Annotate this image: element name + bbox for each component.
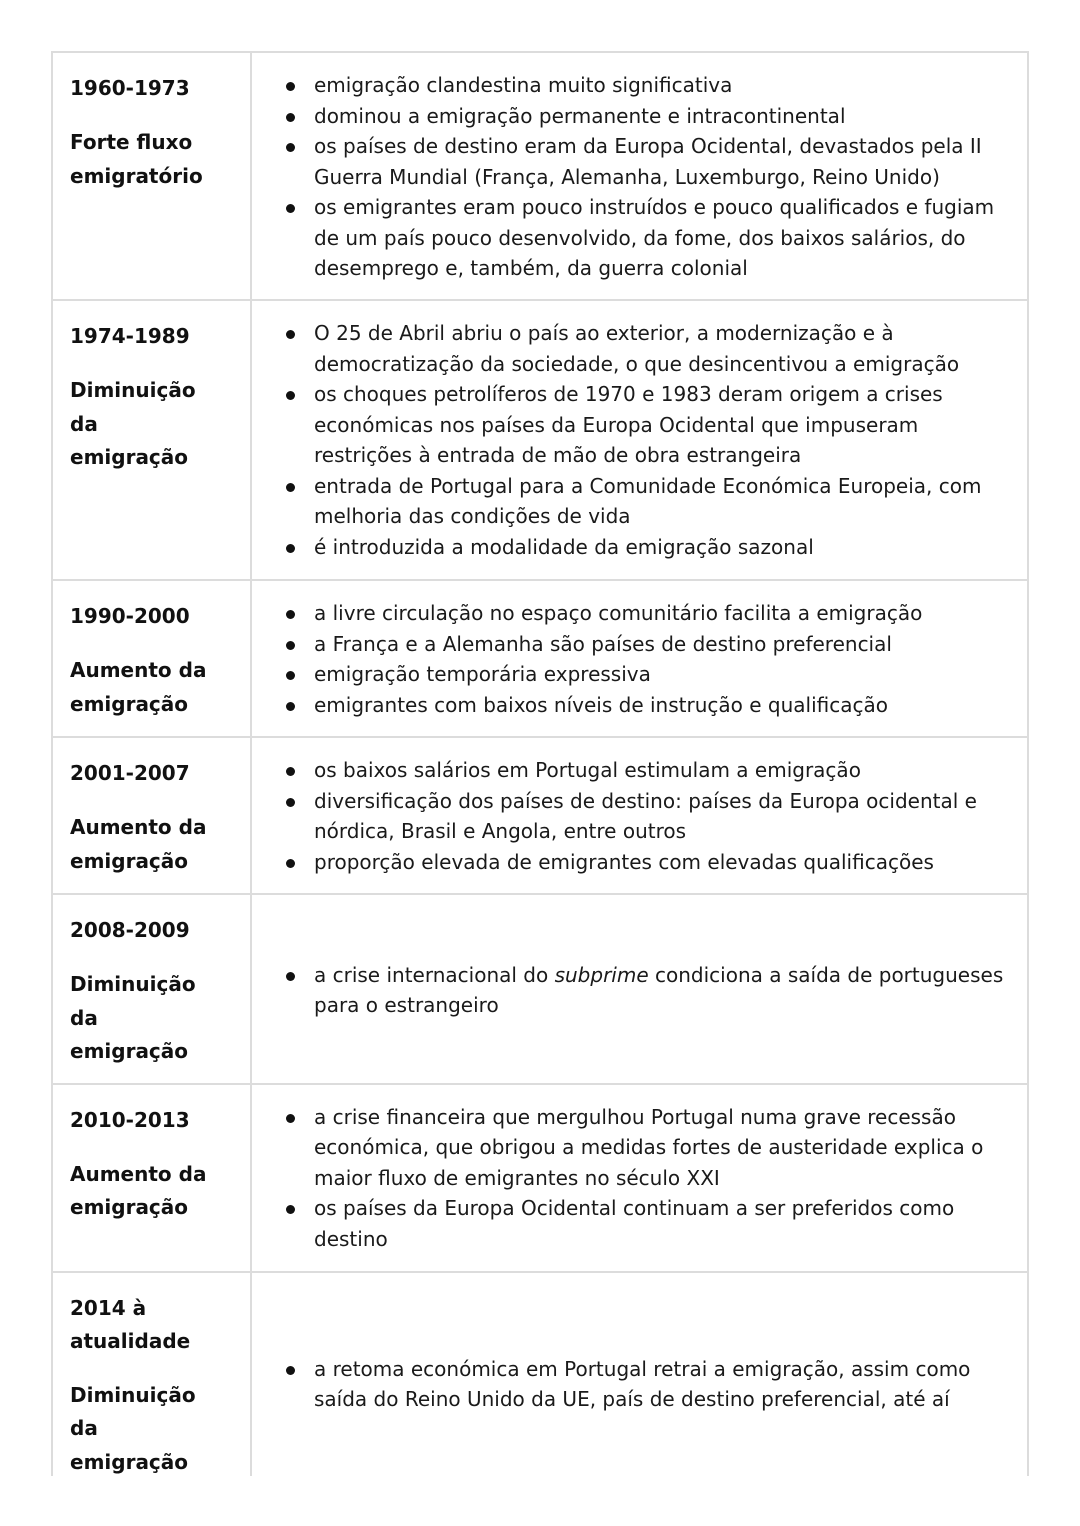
bullet-icon xyxy=(286,972,295,981)
table-row xyxy=(52,1084,1028,1272)
period-cell xyxy=(52,1084,251,1272)
list-item xyxy=(282,960,1007,1021)
bullet-list xyxy=(282,960,1007,1021)
list-item xyxy=(282,786,1007,847)
table-row xyxy=(52,300,1028,580)
period-trend: Diminuição da emigração xyxy=(70,972,196,1063)
period-trend: Aumento da emigração xyxy=(70,815,207,873)
list-item-text: emigração clandestina muito significativa xyxy=(314,73,733,97)
list-item xyxy=(282,1193,1007,1254)
period-cell xyxy=(52,52,251,300)
list-item xyxy=(282,101,1007,132)
list-item xyxy=(282,598,1007,629)
list-item xyxy=(282,192,1007,284)
period-cell xyxy=(52,737,251,894)
list-item-text: emigração temporária expressiva xyxy=(314,662,651,686)
period-years: 2001-2007 xyxy=(70,761,190,785)
period-years: 1990-2000 xyxy=(70,604,190,628)
period-cell xyxy=(52,1272,251,1477)
details-cell xyxy=(251,737,1028,894)
table-row xyxy=(52,580,1028,737)
bullet-icon xyxy=(286,204,295,213)
period-years: 2014 à atualidade xyxy=(70,1295,191,1353)
list-item-text: a França e a Alemanha são países de destino preferencial xyxy=(314,631,892,656)
bullet-icon xyxy=(286,82,295,91)
bullet-icon xyxy=(286,544,295,553)
table-row xyxy=(52,737,1028,894)
table-row xyxy=(52,52,1028,300)
list-item-text: dominou a emigração permanente e intracontinental xyxy=(314,103,846,128)
list-item xyxy=(282,629,1007,660)
details-cell xyxy=(251,894,1028,1084)
details-cell xyxy=(251,52,1028,300)
details-cell xyxy=(251,1272,1028,1477)
period-trend: Forte fluxo emigratório xyxy=(70,130,203,188)
bullet-icon xyxy=(286,1205,295,1214)
table-row xyxy=(52,894,1028,1084)
period-cell xyxy=(52,580,251,737)
bullet-icon xyxy=(286,483,295,492)
period-cell xyxy=(52,894,251,1084)
bullet-icon xyxy=(286,1366,295,1375)
bullet-list xyxy=(282,318,1007,562)
list-item-text: entrada de Portugal para a Comunidade Económica Europeia, com melhoria das condições de vida xyxy=(314,473,982,528)
list-item-text: a livre circulação no espaço comunitário facilita a emigração xyxy=(314,601,923,625)
list-item xyxy=(282,1102,1007,1194)
list-item-text: é introduzida a modalidade da emigração sazonal xyxy=(314,534,814,559)
list-item xyxy=(282,755,1007,786)
list-item-text: os baixos salários em Portugal estimulam a emigração xyxy=(314,758,861,782)
list-item xyxy=(282,1354,1007,1415)
period-trend: Aumento da emigração xyxy=(70,658,207,716)
period-trend: Aumento da emigração xyxy=(70,1161,207,1219)
list-item-text: os países de destino eram da Europa Ocidental, devastados pela II Guerra Mundial (França, Alemanha, Luxemburgo, Reino Unido) xyxy=(314,134,982,189)
bullet-icon xyxy=(286,767,295,776)
bullet-list xyxy=(282,1354,1007,1415)
bullet-icon xyxy=(286,143,295,152)
details-cell xyxy=(251,1084,1028,1272)
bullet-icon xyxy=(286,610,295,619)
bullet-icon xyxy=(286,113,295,122)
bullet-icon xyxy=(286,671,295,680)
bullet-list xyxy=(282,1102,1007,1255)
list-item-text: os emigrantes eram pouco instruídos e pouco qualificados e fugiam de um país pouco desenvolvido, da fome, dos baixos salários, do desemprego e, também, da guerra colonial xyxy=(314,195,995,280)
period-years: 2010-2013 xyxy=(70,1107,190,1132)
bullet-icon xyxy=(286,859,295,868)
list-item-text: os choques petrolíferos de 1970 e 1983 deram origem a crises económicas nos países da Europa Ocidental que impuseram restrições à entrada de mão de obra estrangeira xyxy=(314,382,943,467)
bullet-list xyxy=(282,598,1007,720)
details-cell xyxy=(251,300,1028,580)
bullet-icon xyxy=(286,391,295,400)
bullet-list xyxy=(282,70,1007,284)
period-years: 1974-1989 xyxy=(70,324,190,348)
emphasis-text: subprime xyxy=(554,962,649,987)
list-item xyxy=(282,659,1007,690)
period-trend: Diminuição da emigração xyxy=(70,378,196,469)
list-item xyxy=(282,690,1007,721)
list-item xyxy=(282,532,1007,563)
list-item-text: os países da Europa Ocidental continuam a ser preferidos como destino xyxy=(314,1196,955,1251)
bullet-icon xyxy=(286,330,295,339)
list-item-text: emigrantes com baixos níveis de instrução e qualificação xyxy=(314,692,888,717)
bullet-icon xyxy=(286,702,295,711)
bullet-icon xyxy=(286,641,295,650)
list-item xyxy=(282,379,1007,471)
list-item-text: condiciona a saída de portugueses para o estrangeiro xyxy=(314,962,1004,1018)
list-item-text: proporção elevada de emigrantes com elevadas qualificações xyxy=(314,849,934,874)
details-cell xyxy=(251,580,1028,737)
period-trend: Diminuição da emigração xyxy=(70,1382,196,1474)
list-item-text: a crise financeira que mergulhou Portugal numa grave recessão económica, que obrigou a medidas fortes de austeridade explica o maior fluxo de emigrantes no século XXI xyxy=(314,1104,984,1190)
list-item xyxy=(282,318,1007,379)
emigration-timeline-container xyxy=(51,51,1029,1476)
list-item-text: a retoma económica em Portugal retrai a emigração, assim como saída do Reino Unido da UE, país de destino preferencial, até aí xyxy=(314,1356,971,1412)
list-item xyxy=(282,131,1007,192)
list-item-text: diversificação dos países de destino: países da Europa ocidental e nórdica, Brasil e Angola, entre outros xyxy=(314,788,977,843)
bullet-icon xyxy=(286,798,295,807)
list-item xyxy=(282,847,1007,878)
list-item xyxy=(282,471,1007,532)
period-years: 2008-2009 xyxy=(70,918,190,942)
list-item-text: O 25 de Abril abriu o país ao exterior, a modernização e à democratização da sociedade, o que desincentivou a emigração xyxy=(314,321,960,376)
period-cell xyxy=(52,300,251,580)
bullet-icon xyxy=(286,1114,295,1123)
bullet-list xyxy=(282,755,1007,877)
emigration-timeline-table xyxy=(51,51,1029,1476)
table-row xyxy=(52,1272,1028,1477)
list-item-text: a crise internacional do xyxy=(314,962,555,987)
period-years: 1960-1973 xyxy=(70,76,190,100)
list-item xyxy=(282,70,1007,101)
